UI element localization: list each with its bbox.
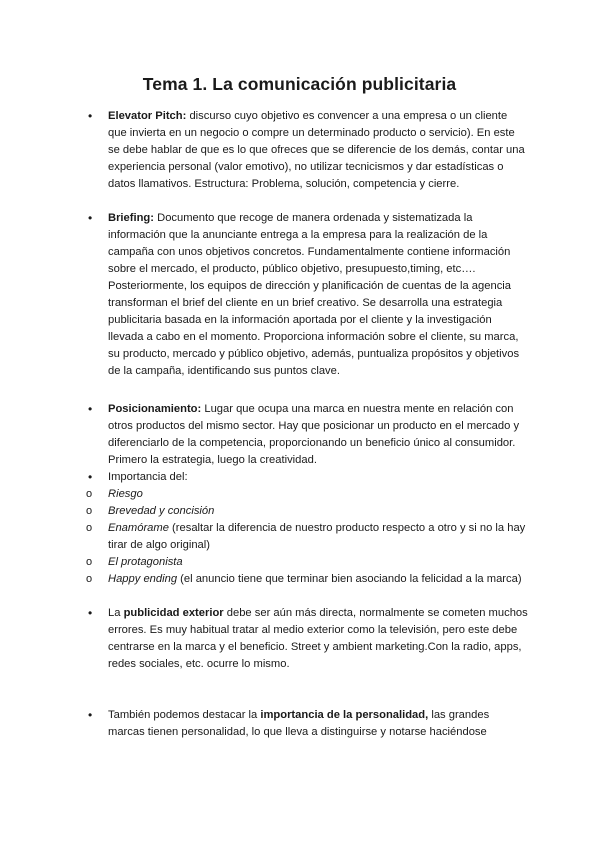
bullet-marker: • (88, 211, 93, 225)
italic-text: Brevedad y concisión (108, 505, 215, 517)
text-suffix: debe ser aún más directa, normalmente se cometen muchos errores. Es muy habitual tratar al medio exterior como la televisión, pero este debe centrarse en la marca y el beneficio. Street y ambient marketing.Con la radio, apps, redes sociales, etc. ocurre lo mismo. (108, 607, 528, 670)
italic-text: Happy ending (108, 573, 178, 585)
paragraph (108, 486, 528, 503)
text-prefix: También podemos destacar la (108, 709, 261, 721)
term-definition: Lugar que ocupa una marca en nuestra mente en relación con otros productos del mismo sector. Hay que posicionar un producto en el mercado y diferenciarlo de la competencia, proporcionando un beneficio único al consumidor. Primero la estrategia, luego la creatividad. (108, 403, 520, 466)
bold-term: publicidad exterior (123, 607, 224, 619)
bullet-marker: • (88, 606, 93, 620)
term-definition: discurso cuyo objetivo es convencer a una empresa o un cliente que invierta en un negocio o compre un determinado producto o servicio). En este se debe hablar de que es lo que ofreces que se diferencie de los demás, contar una experiencia personal (valor emotivo), no utilizar tecnicismos y dar estadísticas o datos llamativos. Estructura: Problema, solución, competencia y cierre. (108, 110, 525, 190)
paragraph (108, 707, 528, 741)
term-definition: Documento que recoge de manera ordenada y sistematizada la información que la anunciante entrega a la empresa para la realización de la campaña con unos objetivos concretos. Fundamentalmente contiene información sobre el mercado, el producto, público objetivo, presupuesto,timing, etc…. Posteriormente, los equipos de dirección y planificación de cuentas de la agencia transforman el brief del cliente en un brief creativo. Se desarrolla una estrategia publicitaria basada en la información aportada por el cliente y la investigación llevada a cabo en el momento. Proporciona información sobre el cliente, su marca, su producto, mercado y público objetivo, además, puntualiza propósitos y objetivos de la campaña, identificando sus puntos clave. (108, 212, 520, 377)
text-prefix: La (108, 607, 124, 619)
sub-bullet-marker: o (86, 573, 93, 585)
italic-text: El protagonista (108, 556, 183, 568)
paragraph (108, 554, 528, 571)
sub-bullet-marker: o (86, 522, 93, 534)
paragraph (108, 401, 528, 469)
sub-bullet-marker: o (86, 556, 93, 568)
sub-bullet-marker: o (86, 488, 93, 500)
paragraph (108, 571, 528, 588)
description-text: (resaltar la diferencia de nuestro producto respecto a otro y si no la hay tirar de algo original) (108, 522, 526, 551)
italic-text: Enamórame (108, 522, 169, 534)
term: Posicionamiento: (108, 403, 202, 415)
bullet-marker: • (88, 402, 93, 416)
sub-bullet-marker: o (86, 505, 93, 517)
bold-term: importancia de la personalidad, (260, 709, 429, 721)
italic-text: Riesgo (108, 488, 143, 500)
paragraph (108, 503, 528, 520)
bullet-marker: • (88, 109, 93, 123)
bullet-marker: • (88, 708, 93, 722)
page-title: Tema 1. La comunicación publicitaria (142, 74, 457, 94)
term: Briefing: (108, 212, 154, 224)
term: Elevator Pitch: (108, 110, 187, 122)
paragraph (108, 108, 528, 193)
description-text: (el anuncio tiene que terminar bien asociando la felicidad a la marca) (177, 573, 522, 585)
paragraph (108, 210, 528, 380)
text-suffix: las grandes marcas tienen personalidad, lo que lleva a distinguirse y notarse haciéndose (108, 709, 490, 738)
paragraph (108, 605, 528, 673)
paragraph (108, 520, 528, 554)
bullet-marker: • (88, 470, 93, 484)
paragraph: Importancia del: (108, 471, 188, 483)
